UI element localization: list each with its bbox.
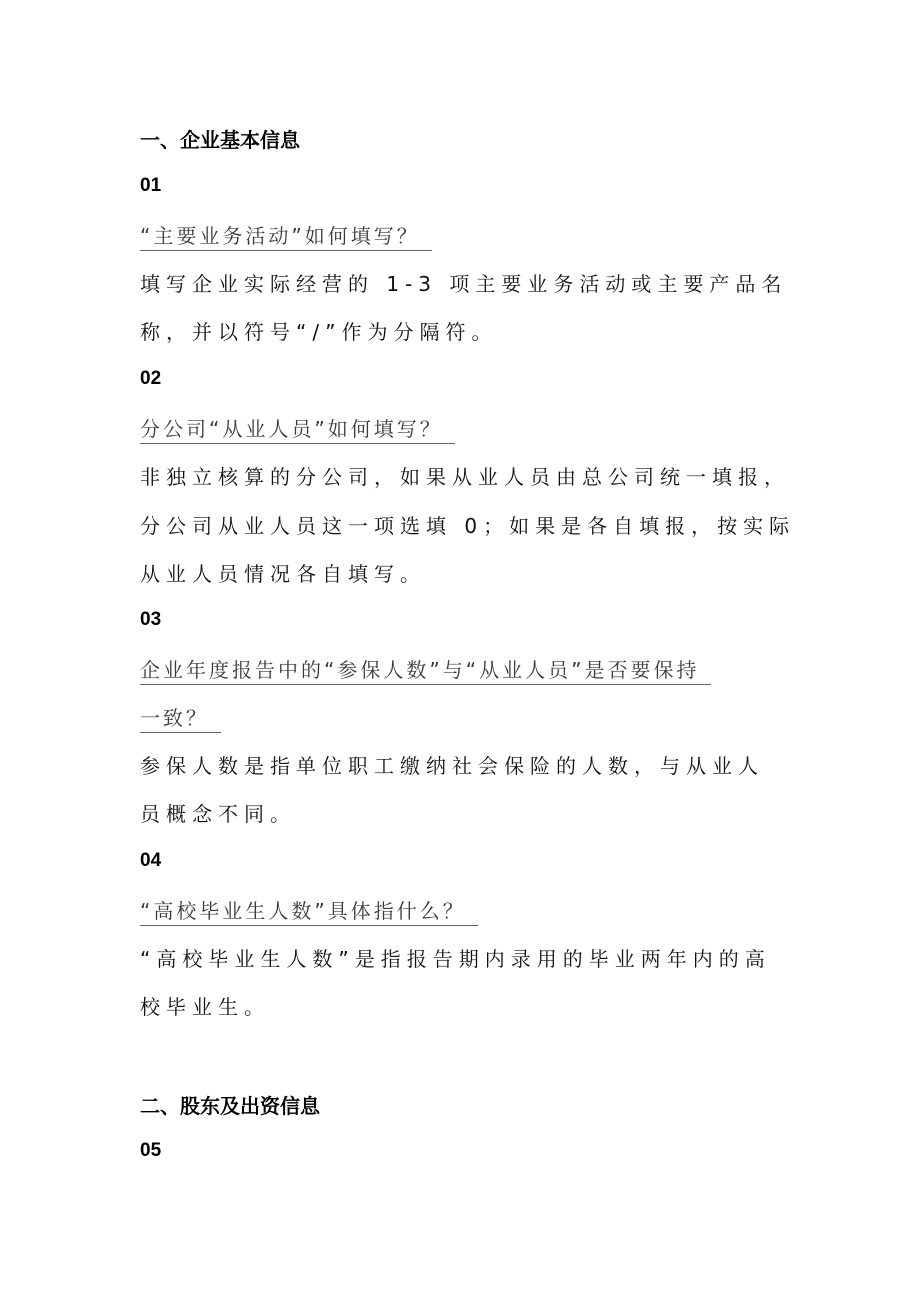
section-heading-shareholder-info: 二、股东及出资信息	[140, 1094, 320, 1118]
question-branch-employees: 分公司“从业人员”如何填写？	[140, 413, 455, 444]
item-number-03: 03	[140, 609, 162, 630]
section-heading-basic-info: 一、企业基本信息	[140, 128, 300, 152]
answer-insured-count-line-1: 参保人数是指单位职工缴纳社会保险的人数，与从业人	[140, 754, 764, 778]
item-number-01: 01	[140, 175, 162, 196]
item-number-04: 04	[140, 850, 162, 871]
item-number-02: 02	[140, 368, 162, 389]
answer-main-business-line-2: 称，并以符号“/”作为分隔符。	[140, 320, 498, 344]
question-main-business: “主要业务活动”如何填写？	[140, 220, 432, 251]
answer-branch-employees-line-3: 从业人员情况各自填写。	[140, 562, 426, 586]
item-number-05: 05	[140, 1140, 162, 1161]
answer-main-business-line-1: 填写企业实际经营的 1-3 项主要业务活动或主要产品名	[140, 272, 788, 296]
question-insured-count-line-1: 企业年度报告中的“参保人数”与“从业人员”是否要保持	[140, 654, 711, 685]
answer-insured-count-line-2: 员概念不同。	[140, 802, 296, 826]
question-insured-count-line-2: 一致？	[140, 702, 221, 733]
answer-graduates-count-line-1: “高校毕业生人数”是指报告期内录用的毕业两年内的高	[140, 947, 771, 971]
answer-branch-employees-line-1: 非独立核算的分公司，如果从业人员由总公司统一填报，	[140, 465, 790, 489]
answer-branch-employees-line-2: 分公司从业人员这一项选填 0；如果是各自填报，按实际	[140, 514, 796, 538]
answer-graduates-count-line-2: 校毕业生。	[140, 995, 270, 1019]
question-graduates-count: “高校毕业生人数”具体指什么？	[140, 895, 478, 926]
